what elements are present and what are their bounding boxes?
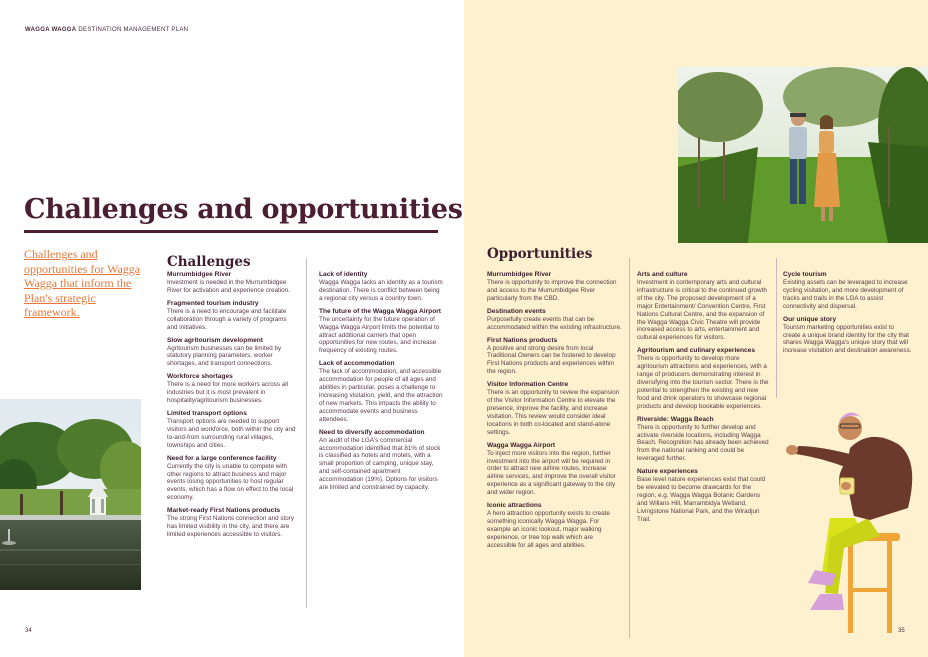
opportunity-title: Wagga Wagga Airport bbox=[487, 441, 556, 449]
title-underline bbox=[24, 230, 438, 233]
opportunity-text: Tourism marketing opportunities exist to create a unique brand identity for the city that shares Wagga Wagga's unique story that will increase visitation and destination awareness. bbox=[783, 323, 912, 355]
column-divider bbox=[776, 258, 777, 398]
opportunity-title: Arts and culture bbox=[637, 271, 688, 278]
opportunity-title: Riverside: Wagga Beach bbox=[637, 415, 714, 423]
challenge-title: Lack of identity bbox=[319, 271, 368, 278]
challenges-column-2 bbox=[319, 271, 444, 492]
opportunity-text: There is opportunity to improve the connection and access to the Murrumbidgee River particularly from the CBD. bbox=[487, 279, 617, 302]
opportunity-title: Agritourism and culinary experiences bbox=[637, 347, 755, 355]
opportunities-column-2 bbox=[637, 271, 772, 524]
opportunity-text: Existing assets can be leveraged to increase cycling visitation, and more development of tracks and trails in the LGA to assist connectivity and dispersal. bbox=[783, 279, 908, 310]
opportunity-text: Purposefully create events that can be accommodated within the existing infrastructure. bbox=[487, 315, 622, 331]
challenge-text: There is a need for more workers across all industries but it is most prevalent in hospitality/agritourism businesses. bbox=[167, 381, 289, 405]
challenge-text: There is a need to encourage and facilitate collaboration through a variety of programs and initiatives. bbox=[167, 307, 287, 331]
challenge-title: Fragmented tourism industry bbox=[167, 299, 259, 307]
opportunities-column-1 bbox=[487, 271, 622, 550]
opportunity-text: To inject more visitors into the region, further investment into the airport will be required in order to attract new airline routes, increase airline services, and improve the overall visitor experience as a significant gateway to the city and wider region. bbox=[487, 449, 616, 497]
opportunity-text: There is an opportunity to review the expansion of the Visitor Information Centre to elevate the presence, improve the facility, and increase visitation. This review would consider ideal locations in both co-located and stand-alone settings. bbox=[487, 389, 620, 436]
opportunity-title: Visitor Information Centre bbox=[487, 381, 569, 389]
opportunity-title: Our unique story bbox=[783, 315, 837, 323]
challenge-title: Slow agritourism development bbox=[167, 336, 263, 344]
challenge-title: Murrumbidgee River bbox=[167, 271, 232, 278]
challenge-title: Need for a large conference facility bbox=[167, 454, 277, 462]
opportunity-text: There is opportunity to develop more agritourism attractions and experiences, with a range of producers demonstrating interest in diversifying into the tourism sector. There is the potential to strengthen the existing and new food and drink operators to showcase regional products and develop bookable experiences. bbox=[637, 355, 769, 410]
opportunity-title: Nature experiences bbox=[637, 468, 698, 476]
opportunities-heading: Opportunities bbox=[487, 246, 593, 262]
challenge-title: Need to diversify accommodation bbox=[319, 428, 425, 436]
opportunity-title: First Nations products bbox=[487, 336, 558, 344]
challenge-text: The strong First Nations connection and story has limited visibility in the city, and there are limited experiences accessible to visitors. bbox=[167, 515, 295, 538]
page-title: Challenges and opportunities bbox=[24, 194, 463, 225]
opportunity-title: Iconic attractions bbox=[487, 502, 542, 510]
challenges-column-1 bbox=[167, 271, 297, 539]
opportunity-title: Murrumbidgee River bbox=[487, 271, 552, 278]
opportunity-text: There is opportunity to further develop and activate riverside locations, including Wagga Beach. Recognition has already been achieved from the national ranking and could be leveraged further. bbox=[637, 423, 769, 463]
challenge-text: Currently the city is unable to compete with other regions to attract business and major events losing opportunities to host regular events, which has a flow on effect to the local economy. bbox=[167, 462, 294, 502]
lake-gazebo-photo bbox=[0, 399, 141, 590]
challenge-text: The lack of accommodation, and accessible accommodation for people of all ages and abilities in particular, poses a challenge to increasing visitation, yield, and the attraction of new markets. This impacts the ability to accommodate events and business attendees. bbox=[319, 368, 443, 423]
column-divider bbox=[629, 258, 630, 638]
person-on-stool-illustration bbox=[770, 398, 928, 638]
opportunity-text: A hero attraction opportunity exists to create something iconically Wagga Wagga. For example an iconic lookout, major walking experience, or tree top walk which are accessible for all ages and abilities. bbox=[487, 510, 610, 549]
challenge-text: Investment is needed in the Murrumbidgee River for activation and experience creation. bbox=[167, 279, 290, 294]
challenge-title: Lack of accommodation bbox=[319, 360, 395, 368]
intro-text: Challenges and opportunities for Wagga Wagga that inform the Plan's strategic framework. bbox=[24, 247, 141, 319]
opportunity-text: Investment in contemporary arts and cultural infrastructure is critical to the continued growth of the city. The proposed development of a major Entertainment/ Convention Centre, First Nations Cultural Centre, and the expansion of the Wagga Wagga Civic Theatre will provide increased access to arts, entertainment and cultural experiences for visitors. bbox=[637, 279, 767, 342]
column-divider bbox=[306, 258, 307, 608]
challenge-title: Market-ready First Nations products bbox=[167, 507, 281, 515]
challenges-heading: Challenges bbox=[167, 254, 251, 270]
challenge-text: Agritourism businesses can be limited by statutory planning parameters, worker shortages, and transport connections. bbox=[167, 344, 282, 368]
opportunity-title: Destination events bbox=[487, 307, 546, 315]
opportunities-column-3 bbox=[783, 271, 913, 355]
opportunity-title: Cycle tourism bbox=[783, 271, 827, 278]
challenge-text: The uncertainty for the future operation of Wagga Wagga Airport limits the potential to attract additional carriers that open opportunities for new routes, and increase frequency of existing routes. bbox=[319, 315, 440, 355]
challenge-text: An audit of the LGA's commercial accommodation identified that 81% of stock is classified as hotels and motels, with a small proportion of camping, unique stay, and self-contained apartment accommodation (19%). Options for visitors are limited and constrained by capacity. bbox=[319, 436, 441, 492]
vineyard-couple-photo bbox=[678, 67, 928, 243]
opportunity-text: A positive and strong desire from local Traditional Owners can be fostered to develop First Nations products and experiences within the region. bbox=[487, 344, 616, 376]
opportunity-text: Base level nature experiences exist that could be elevated to become drawcards for the region, e.g. Wagga Wagga Botanic Gardens and Willans Hill, Marrambidya Wetland, Livingstone National Park, and the Wiradjuri Trail. bbox=[637, 476, 766, 523]
challenge-text: Transport options are needed to support visitors and workforce, both within the city and to-and-from surrounding rural villages, townships and cities. bbox=[167, 417, 296, 449]
challenge-title: The future of the Wagga Wagga Airport bbox=[319, 307, 441, 315]
page-number-right: 35 bbox=[898, 628, 905, 634]
challenge-text: Wagga Wagga lacks an identity as a tourism destination. There is conflict between being a regional city versus a country town. bbox=[319, 279, 443, 302]
challenge-title: Workforce shortages bbox=[167, 373, 233, 381]
running-header: WAGGA WAGGA DESTINATION MANAGEMENT PLAN bbox=[25, 27, 189, 33]
challenge-title: Limited transport options bbox=[167, 409, 247, 417]
page-number-left: 34 bbox=[25, 628, 32, 634]
